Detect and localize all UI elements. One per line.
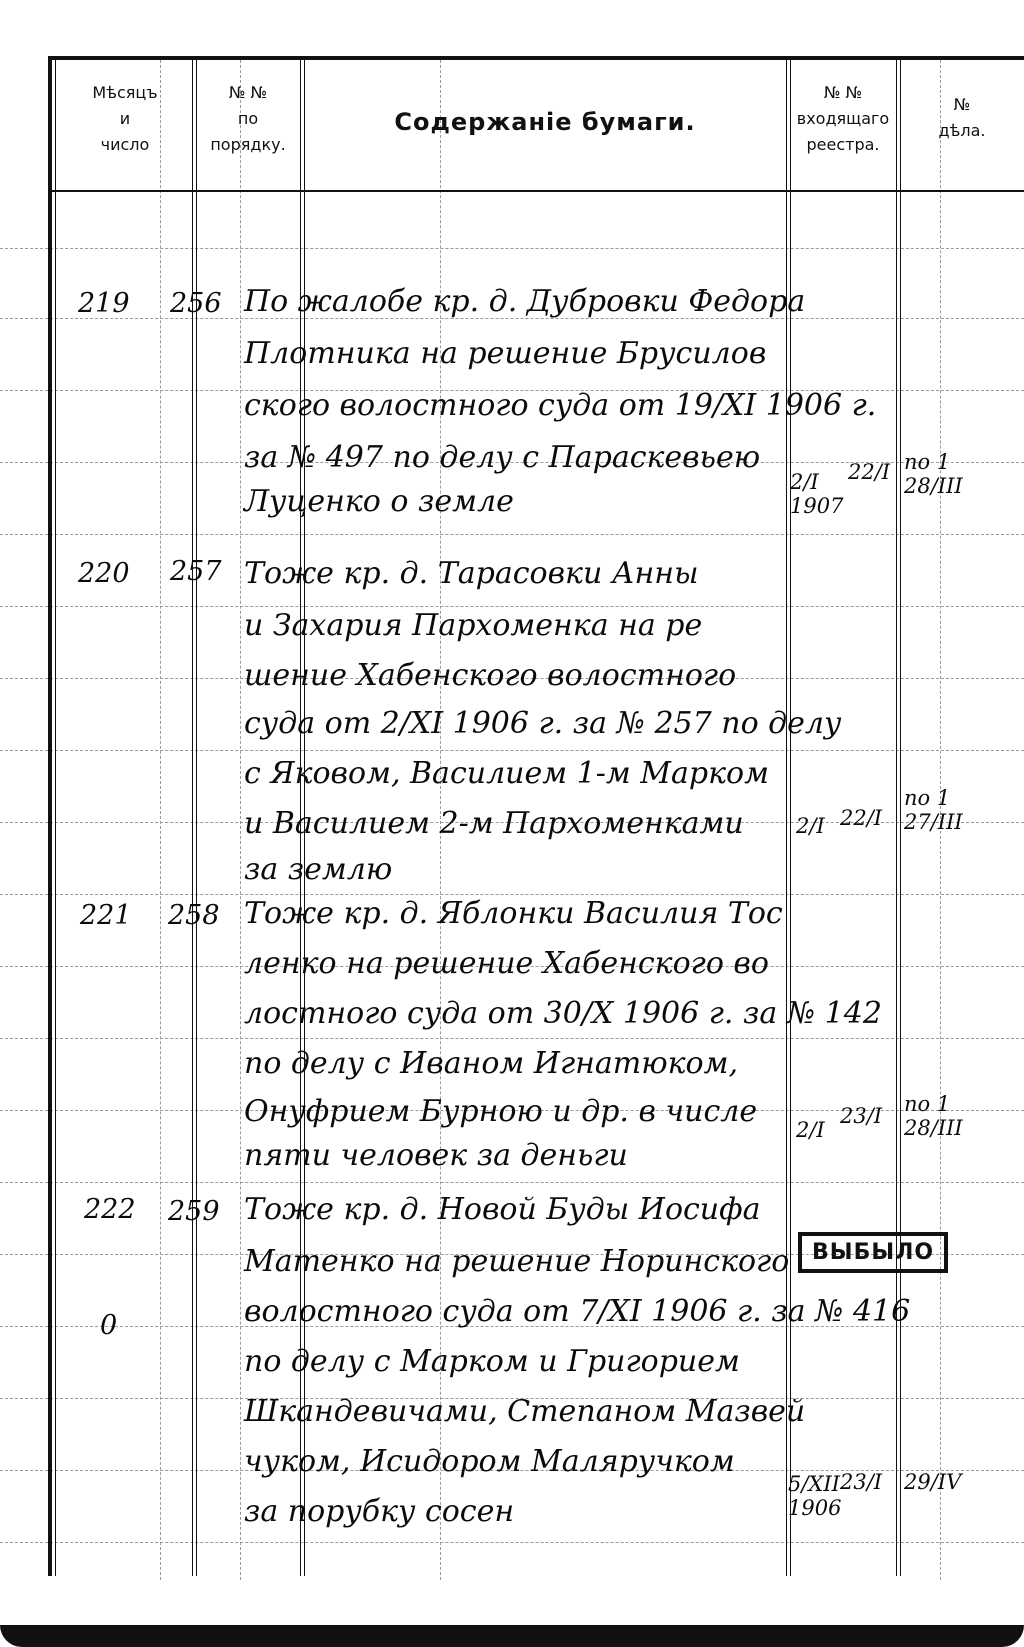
col-divider: [896, 56, 897, 1576]
entry-register: 2/I: [796, 1118, 825, 1142]
entry-order: 256: [170, 288, 222, 319]
header-register: № № входящаго реестра.: [796, 83, 890, 154]
grid-line: [0, 750, 1024, 751]
entry-case: по 1 27/III: [904, 786, 963, 834]
entry-register: 5/XII 1906: [788, 1472, 842, 1520]
entry-date: 221: [80, 900, 132, 931]
col-divider: [192, 56, 193, 1576]
grid-line: [0, 1542, 1024, 1543]
entry-text-line: за землю: [244, 852, 393, 887]
entry-date: 219: [78, 288, 130, 319]
margin-mark: 0: [100, 1310, 118, 1341]
header-content: Содержаніе бумаги.: [394, 108, 696, 136]
entry-text-line: суда от 2/XI 1906 г. за № 257 по делу: [244, 706, 842, 741]
header-order: № № по порядку.: [210, 83, 286, 154]
entry-text-line: ского волостного суда от 19/XI 1906 г.: [244, 388, 877, 423]
left-border: [48, 56, 52, 1576]
entry-text-line: ленко на решение Хабенского во: [244, 946, 769, 981]
entry-order: 257: [170, 556, 222, 587]
entry-text-line: шение Хабенского волостного: [244, 658, 737, 693]
withdrawn-stamp: ВЫБЫЛО: [798, 1232, 948, 1273]
grid-line: [160, 60, 161, 1580]
entry-text-line: и Василием 2-м Пархоменками: [244, 806, 744, 841]
grid-line: [0, 1038, 1024, 1039]
entry-text-line: Плотника на решение Брусилов: [244, 336, 767, 371]
entry-register-2: 23/I: [840, 1470, 883, 1494]
entry-text-line: по делу с Марком и Григорием: [244, 1344, 740, 1379]
entry-register: 2/I 1907: [790, 470, 844, 518]
entry-text-line: волостного суда от 7/XI 1906 г. за № 416: [244, 1294, 911, 1329]
entry-text-line: По жалобе кр. д. Дубровки Федора: [244, 284, 806, 319]
entry-register: 2/I: [796, 814, 825, 838]
entry-text-line: Тоже кр. д. Тарасовки Анны: [244, 556, 699, 591]
entry-text-line: Тоже кр. д. Новой Буды Иосифа: [244, 1192, 761, 1227]
grid-line: [240, 60, 241, 1580]
col-divider: [196, 56, 197, 1576]
header-date: Мѣсяцъ и число: [92, 83, 158, 154]
entry-text-line: по делу с Иваном Игнатюком,: [244, 1046, 739, 1081]
entry-text-line: и Захария Пархоменка на ре: [244, 608, 703, 643]
entry-text-line: лостного суда от 30/X 1906 г. за № 142: [244, 996, 882, 1031]
entry-register-2: 22/I: [848, 460, 891, 484]
entry-text-line: с Яковом, Василием 1-м Марком: [244, 756, 769, 791]
grid-line: [0, 1182, 1024, 1183]
entry-register-2: 22/I: [840, 806, 883, 830]
entry-text-line: Тоже кр. д. Яблонки Василия Тос: [244, 896, 783, 931]
entry-date: 222: [84, 1194, 136, 1225]
entry-register-2: 23/I: [840, 1104, 883, 1128]
entry-text-line: за № 497 по делу с Параскевьею: [244, 440, 761, 475]
header-rule: [48, 190, 1024, 192]
entry-text-line: Онуфрием Бурною и др. в числе: [244, 1094, 758, 1129]
entry-order: 259: [168, 1196, 220, 1227]
col-divider: [900, 56, 901, 1576]
grid-line: [0, 248, 1024, 249]
entry-text-line: Шкандевичами, Степаном Мазвей: [244, 1394, 806, 1429]
top-rule: [48, 56, 1024, 60]
entry-date: 220: [78, 558, 130, 589]
entry-text-line: Луценко о земле: [244, 484, 514, 519]
entry-case: 29/IV: [904, 1470, 962, 1494]
header-case: № дѣла.: [938, 95, 986, 140]
entry-text-line: чуком, Исидором Маляручком: [244, 1444, 735, 1479]
grid-line: [0, 894, 1024, 895]
left-border-inner: [55, 56, 56, 1576]
grid-line: [0, 534, 1024, 535]
entry-order: 258: [168, 900, 220, 931]
entry-case: по 1 28/III: [904, 450, 963, 498]
entry-text-line: пяти человек за деньги: [244, 1138, 628, 1173]
entry-text-line: Матенко на решение Норинского: [244, 1244, 790, 1279]
scan-edge: [0, 1625, 1024, 1647]
entry-case: по 1 28/III: [904, 1092, 963, 1140]
grid-line: [0, 606, 1024, 607]
entry-text-line: за порубку сосен: [244, 1494, 515, 1529]
